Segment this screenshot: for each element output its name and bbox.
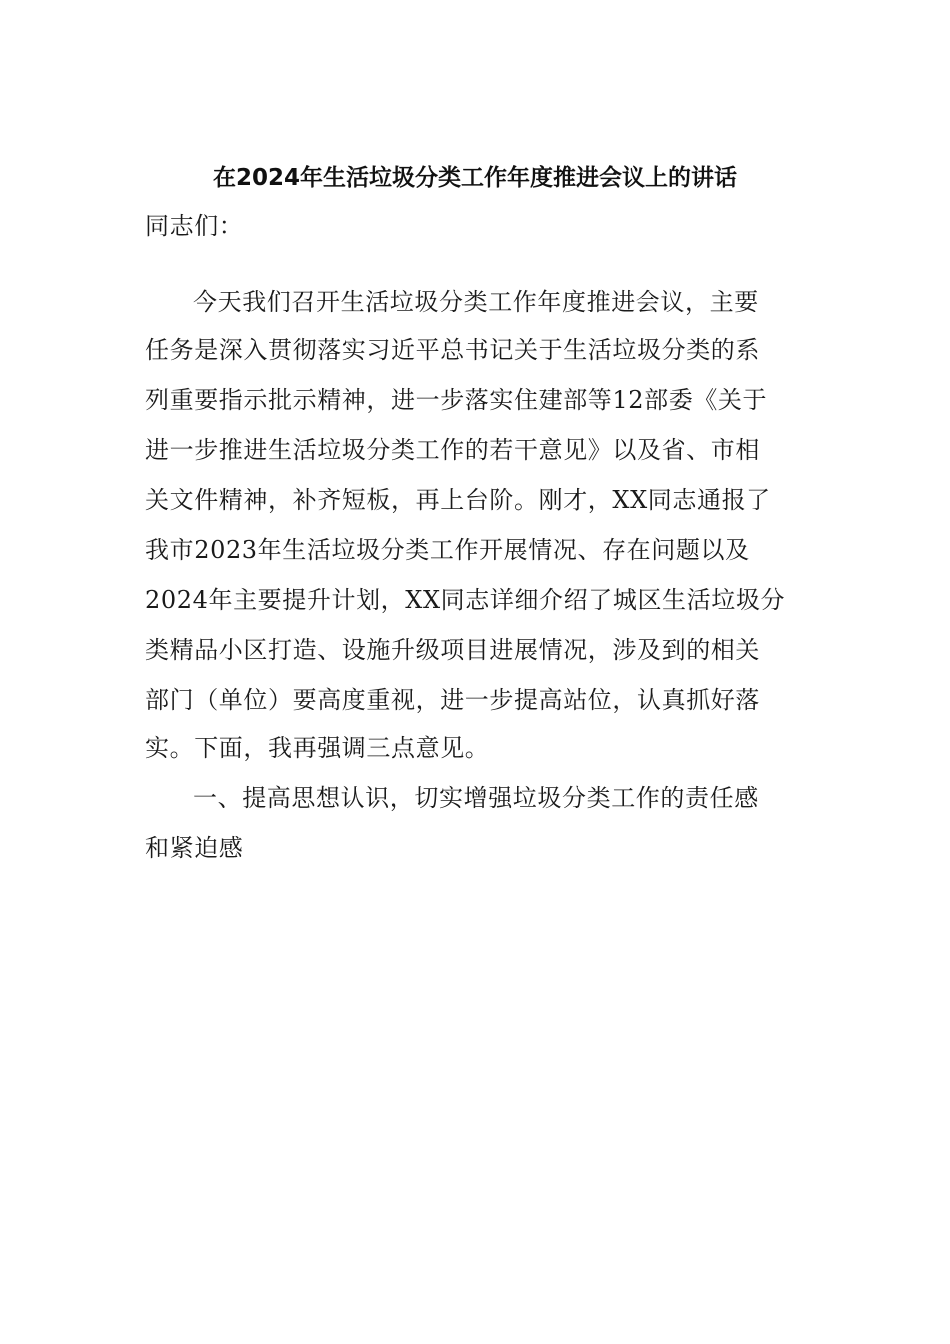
body-line: 列重要指示批示精神，进一步落实住建部等12部委《关于 bbox=[145, 386, 768, 414]
body-line: 任务是深入贯彻落实习近平总书记关于生活垃圾分类的系 bbox=[145, 336, 760, 364]
body-line: 我市2023年生活垃圾分类工作开展情况、存在问题以及 bbox=[145, 536, 750, 564]
body-line: 进一步推进生活垃圾分类工作的若干意见》以及省、市相 bbox=[145, 436, 760, 464]
body-line: 2024年主要提升计划，XX同志详细介绍了城区生活垃圾分 bbox=[145, 586, 786, 614]
body-line: 部门（单位）要高度重视，进一步提高站位，认真抓好落 bbox=[145, 686, 760, 714]
body-line: 实。下面，我再强调三点意见。 bbox=[145, 734, 490, 762]
section-heading: 一、提高思想认识，切实增强垃圾分类工作的责任感 bbox=[193, 784, 759, 812]
section-heading-continued: 和紧迫感 bbox=[145, 834, 244, 862]
body-line: 类精品小区打造、设施升级项目进展情况，涉及到的相关 bbox=[145, 636, 760, 664]
page-title: 在2024年生活垃圾分类工作年度推进会议上的讲话 bbox=[212, 165, 737, 191]
salutation: 同志们： bbox=[145, 212, 244, 240]
body-line: 今天我们召开生活垃圾分类工作年度推进会议，主要 bbox=[193, 288, 759, 316]
body-line: 关文件精神，补齐短板，再上台阶。刚才，XX同志通报了 bbox=[145, 486, 771, 514]
